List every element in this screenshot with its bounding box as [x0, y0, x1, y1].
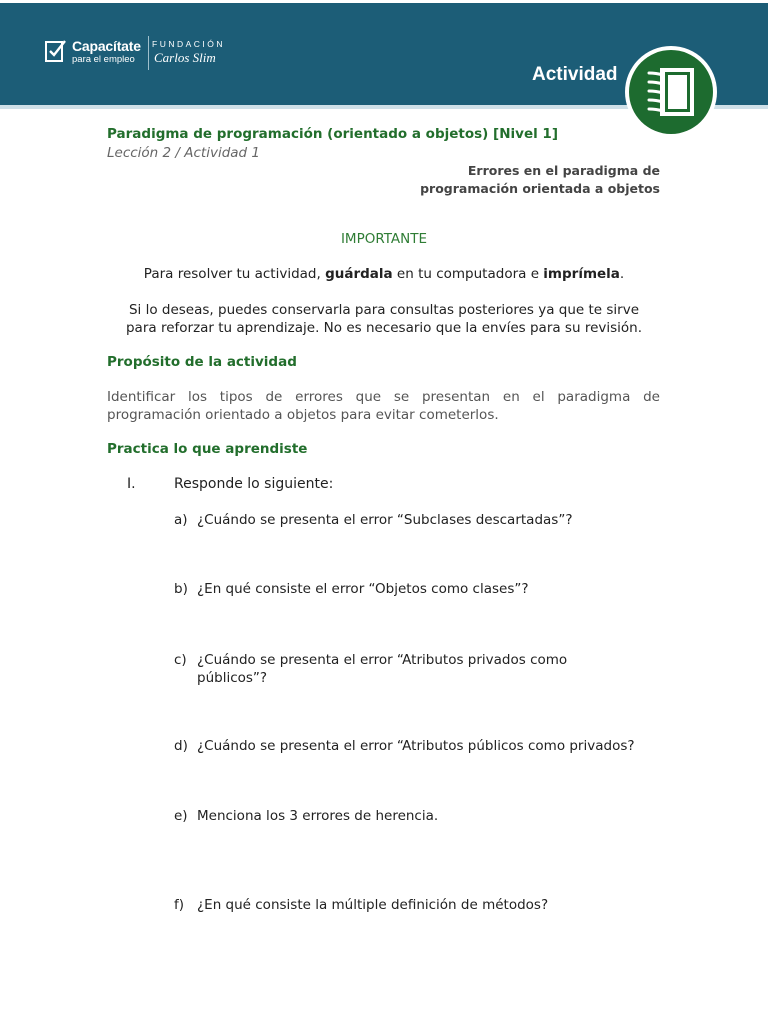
section-label: Actividad [532, 64, 618, 85]
instruction-bold-print: imprímela [543, 266, 620, 282]
practice-instruction: Responde lo siguiente: [174, 476, 334, 492]
question-line: ¿En qué consiste la múltiple definición de métodos? [197, 897, 549, 913]
question-letter: d) [174, 738, 188, 754]
question-letter: b) [174, 581, 188, 597]
brand-name: Capacítate [72, 38, 141, 54]
course-title: Paradigma de programación (orientado a objetos) [Nivel 1] [107, 126, 558, 142]
question-line: ¿Cuándo se presenta el error “Subclases descartadas”? [197, 512, 573, 528]
important-heading: IMPORTANTE [340, 231, 428, 247]
activity-subject [420, 162, 660, 198]
activity-badge [625, 46, 717, 138]
question-text [197, 580, 667, 598]
subject-line-2: programación orientada a objetos [420, 181, 660, 196]
brand-logo [44, 36, 244, 72]
instruction-text-mid: en tu computadora e [392, 266, 544, 282]
purpose-text [107, 388, 660, 424]
save-print-instruction [0, 265, 768, 283]
keep-note-line-2: para reforzar tu aprendizaje. No es necesario que la envíes para su revisión. [125, 320, 643, 336]
purpose-line-2: programación orientado a objetos para evitar cometerlos. [107, 407, 499, 423]
question-text [197, 511, 667, 529]
question-letter: a) [174, 512, 188, 528]
lesson-label: Lección 2 / Actividad 1 [107, 145, 260, 161]
instruction-text-post: . [619, 266, 625, 282]
foundation-label: FUNDACIÓN [152, 39, 226, 49]
question-line: ¿Cuándo se presenta el error “Atributos públicos como privados? [197, 738, 635, 754]
instruction-text-pre: Para resolver tu actividad, [143, 266, 326, 282]
roman-numeral: I. [127, 476, 136, 492]
question-letter: c) [174, 652, 187, 668]
subject-line-1: Errores en el paradigma de [467, 163, 660, 178]
question-text [197, 896, 667, 914]
purpose-line-1: Identificar los tipos de errores que se presentan en el paradigma de [107, 389, 660, 405]
practice-heading: Practica lo que aprendiste [107, 441, 308, 457]
question-letter: f) [174, 897, 185, 913]
question-line: ¿Cuándo se presenta el error “Atributos privados como [197, 652, 568, 668]
keep-note-line-1: Si lo deseas, puedes conservarla para consultas posteriores ya que te sirve [128, 302, 640, 318]
question-line: públicos”? [197, 670, 268, 686]
question-text [197, 807, 667, 825]
question-text [197, 737, 667, 755]
question-letter: e) [174, 808, 188, 824]
notebook-icon [625, 46, 717, 138]
instruction-bold-save: guárdala [325, 266, 393, 282]
brand-subtitle: para el empleo [72, 54, 135, 65]
question-text [197, 651, 667, 687]
brand-logo-icon [44, 38, 68, 64]
question-line: Menciona los 3 errores de herencia. [197, 808, 439, 824]
purpose-heading: Propósito de la actividad [107, 354, 297, 370]
logo-separator [148, 36, 149, 70]
question-line: ¿En qué consiste el error “Objetos como clases”? [197, 581, 529, 597]
foundation-name: Carlos Slim [154, 50, 216, 65]
